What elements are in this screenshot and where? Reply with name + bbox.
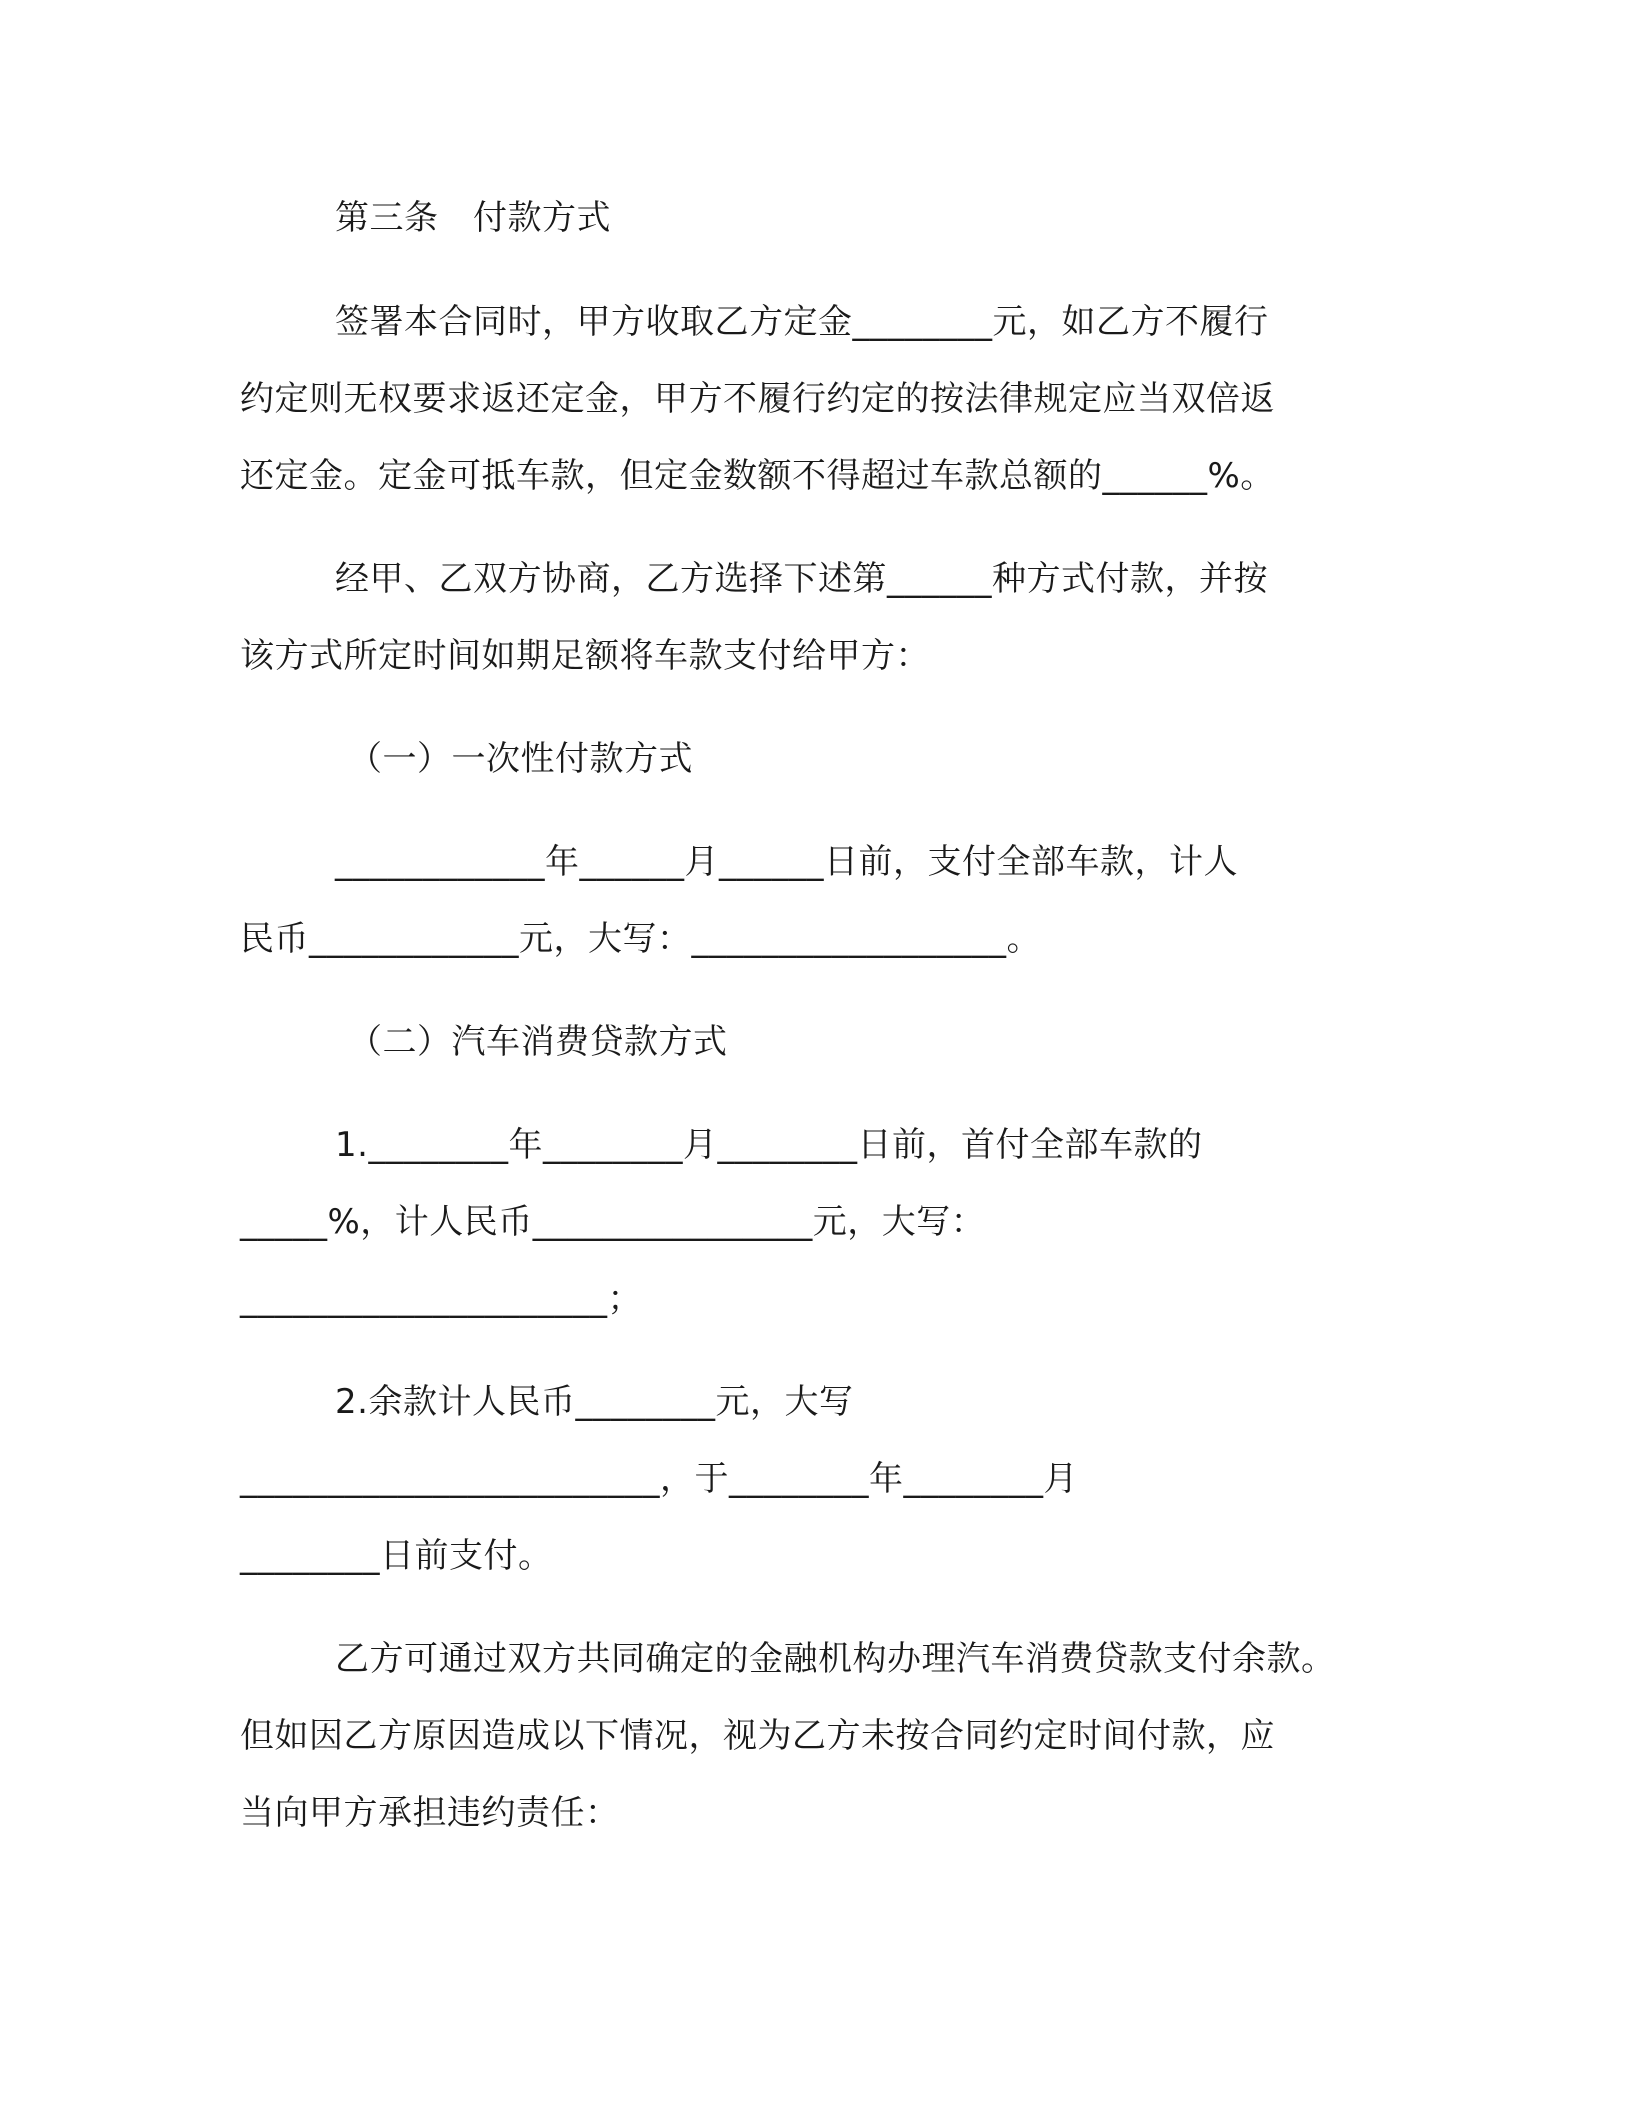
paragraph-line: _____________________； [240,1279,642,1319]
section-heading: （一）一次性付款方式 [348,739,693,779]
paragraph-line: 经甲、乙双方协商，乙方选择下述第______种方式付款，并按 [335,559,1268,599]
paragraph-line: 乙方可通过双方共同确定的金融机构办理汽车消费贷款支付余款。 [335,1639,1336,1679]
paragraph-line: ________________________，于________年________月 [240,1459,1078,1499]
paragraph-line: ____________年______月______日前，支付全部车款，计人 [335,842,1238,882]
paragraph-line: 约定则无权要求返还定金，甲方不履行约定的按法律规定应当双倍返 [240,379,1275,419]
paragraph-line: 2.余款计人民币________元，大写 [335,1382,854,1422]
paragraph-line: 还定金。定金可抵车款，但定金数额不得超过车款总额的______%。 [240,456,1275,496]
paragraph-line: 该方式所定时间如期足额将车款支付给甲方： [240,636,930,676]
paragraph-line: 当向甲方承担违约责任： [240,1793,620,1833]
section-heading: （二）汽车消费贷款方式 [348,1022,728,1062]
article-heading: 第三条 付款方式 [335,198,611,238]
paragraph-line: 但如因乙方原因造成以下情况，视为乙方未按合同约定时间付款，应 [240,1716,1275,1756]
paragraph-line: 1.________年________月________日前，首付全部车款的 [335,1125,1203,1165]
paragraph-line: ________日前支付。 [240,1536,553,1576]
paragraph-line: _____%，计人民币________________元，大写： [240,1202,986,1242]
paragraph-line: 签署本合同时，甲方收取乙方定金________元，如乙方不履行 [335,302,1269,342]
paragraph-line: 民币____________元，大写：__________________。 [240,919,1041,959]
